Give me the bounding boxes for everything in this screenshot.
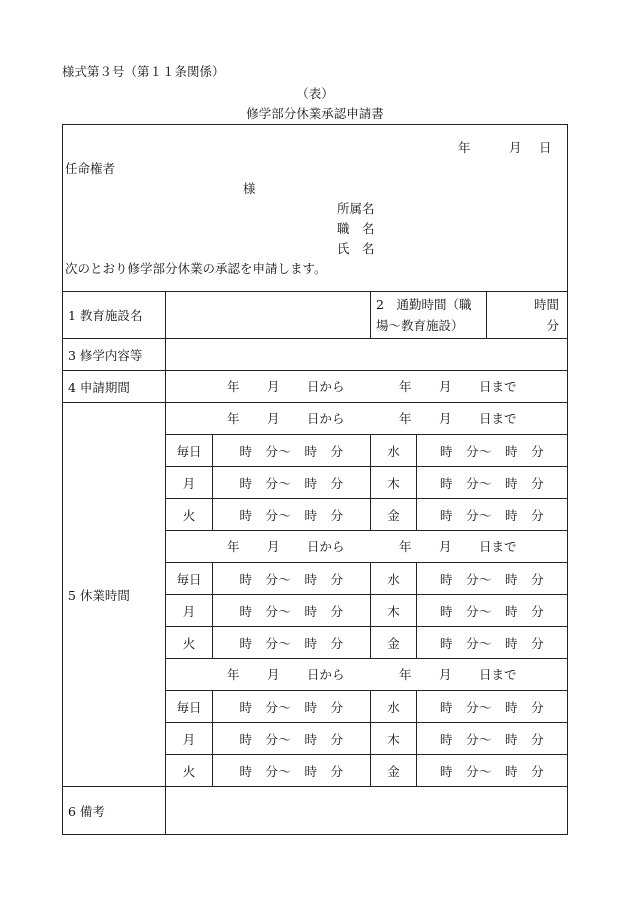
day-everyday: 毎日	[166, 691, 213, 723]
day-wed: 水	[371, 435, 417, 467]
day-everyday: 毎日	[166, 435, 213, 467]
facility-value	[166, 292, 371, 339]
time-range: 時 分～ 時 分	[417, 595, 568, 627]
time-range: 時 分～ 時 分	[417, 435, 568, 467]
period-month-2: 月	[439, 379, 452, 394]
leave-until: 日まで	[479, 411, 517, 426]
day-wed: 水	[371, 691, 417, 723]
commute-label-line1: 2 通勤時間（職	[376, 297, 472, 312]
leave-until: 日まで	[479, 667, 517, 682]
time-range: 時 分～ 時 分	[213, 499, 371, 531]
leave-from: 日から	[307, 411, 345, 426]
leave-year-2: 年	[399, 411, 412, 426]
study-value	[166, 339, 568, 371]
time-range: 時 分～ 時 分	[213, 627, 371, 659]
leave-period-1	[166, 403, 568, 435]
day-everyday: 毎日	[166, 563, 213, 595]
date-day: 日	[539, 140, 552, 155]
day-thu: 木	[371, 723, 417, 755]
day-tue: 火	[166, 627, 213, 659]
time-range: 時 分～ 時 分	[417, 627, 568, 659]
leave-period-3	[166, 659, 568, 691]
remarks-label: 6 備考	[63, 787, 166, 835]
day-mon: 月	[166, 723, 213, 755]
period-label: 4 申請期間	[63, 371, 166, 403]
remarks-value	[166, 787, 568, 835]
form-title: 修学部分休業承認申請書	[246, 106, 384, 121]
form-subtitle: （表）	[296, 86, 334, 101]
leave-from: 日から	[307, 539, 345, 554]
leave-year: 年	[227, 539, 240, 554]
period-year: 年	[227, 379, 240, 394]
time-range: 時 分～ 時 分	[213, 691, 371, 723]
date-year: 年	[458, 140, 471, 155]
day-thu: 木	[371, 595, 417, 627]
day-fri: 金	[371, 499, 417, 531]
period-until: 日まで	[479, 379, 517, 394]
leave-period-2	[166, 531, 568, 563]
period-value	[166, 371, 568, 403]
commute-hours: 時間	[534, 297, 560, 312]
affiliation-label: 所属名	[337, 201, 375, 216]
time-range: 時 分～ 時 分	[213, 723, 371, 755]
applicant-header	[63, 125, 568, 292]
leave-month: 月	[267, 539, 280, 554]
appointer-label: 任命権者	[65, 161, 116, 176]
leave-schedule	[63, 403, 568, 787]
time-range: 時 分～ 時 分	[417, 499, 568, 531]
form-id: 様式第３号（第１１条関係）	[62, 64, 225, 79]
leave-month-2: 月	[439, 411, 452, 426]
period-from: 日から	[307, 379, 345, 394]
application-form	[62, 124, 568, 835]
application-statement: 次のとおり修学部分休業の承認を申請します。	[65, 261, 327, 276]
leave-month: 月	[267, 667, 280, 682]
time-range: 時 分～ 時 分	[213, 467, 371, 499]
leave-month-2: 月	[439, 539, 452, 554]
day-mon: 月	[166, 467, 213, 499]
commute-minutes: 分	[546, 318, 560, 333]
position-label: 職 名	[337, 221, 375, 236]
period-year-2: 年	[399, 379, 412, 394]
time-range: 時 分～ 時 分	[417, 723, 568, 755]
leave-until: 日まで	[479, 539, 517, 554]
leave-label: 5 休業時間	[63, 403, 166, 787]
day-tue: 火	[166, 499, 213, 531]
leave-year: 年	[227, 667, 240, 682]
leave-month-2: 月	[439, 667, 452, 682]
day-thu: 木	[371, 467, 417, 499]
commute-cell	[371, 292, 568, 339]
honorific: 様	[243, 181, 256, 196]
facility-label: 1 教育施設名	[63, 292, 166, 339]
day-fri: 金	[371, 627, 417, 659]
time-range: 時 分～ 時 分	[213, 595, 371, 627]
leave-year-2: 年	[399, 539, 412, 554]
study-label: 3 修学内容等	[63, 339, 166, 371]
time-range: 時 分～ 時 分	[417, 467, 568, 499]
time-range: 時 分～ 時 分	[213, 563, 371, 595]
name-label: 氏 名	[337, 241, 375, 256]
leave-year-2: 年	[399, 667, 412, 682]
day-wed: 水	[371, 563, 417, 595]
date-month: 月	[509, 140, 522, 155]
period-month: 月	[267, 379, 280, 394]
day-tue: 火	[166, 755, 213, 787]
leave-month: 月	[267, 411, 280, 426]
leave-from: 日から	[307, 667, 345, 682]
leave-year: 年	[227, 411, 240, 426]
commute-label-line2: 場～教育施設）	[376, 318, 464, 333]
time-range: 時 分～ 時 分	[417, 691, 568, 723]
time-range: 時 分～ 時 分	[417, 755, 568, 787]
day-fri: 金	[371, 755, 417, 787]
day-mon: 月	[166, 595, 213, 627]
time-range: 時 分～ 時 分	[417, 563, 568, 595]
time-range: 時 分～ 時 分	[213, 435, 371, 467]
time-range: 時 分～ 時 分	[213, 755, 371, 787]
